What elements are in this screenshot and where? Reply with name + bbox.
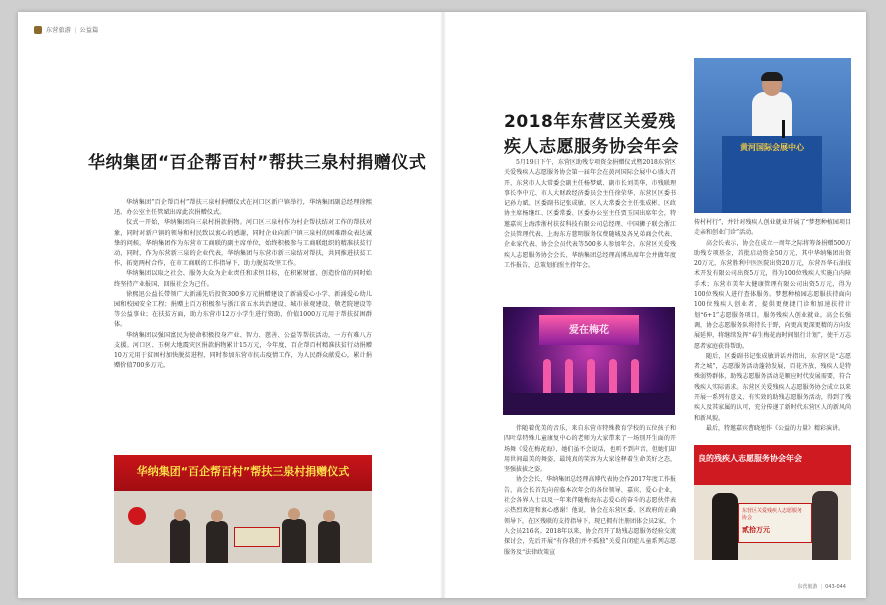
right-paragraph: 伴随着优美的音乐，来自东营市特殊教育学校的五位孩子和四叶草特殊儿童康复中心的老师为大家带来了一场别开生面的开场舞《爱在梅花海》，她们虽不会说话，也听不到声音，但她们却用世间最美的舞姿，最纯真的笑容为大家诠释着生命美好之态，坚强拔拔之姿。 <box>504 425 676 474</box>
microphone-icon <box>782 120 785 138</box>
party-emblem-icon <box>128 507 146 525</box>
award-banner-text: 良的残疾人志愿服务协会年会 <box>698 454 802 463</box>
dancer-figure <box>543 359 551 395</box>
speaker-body <box>752 92 792 138</box>
right-paragraph: 最后，特邀嘉宾曹晓旭作《公益的力量》精彩演讲。 <box>706 424 845 432</box>
left-article-body <box>114 198 372 371</box>
page-gutter <box>440 12 446 598</box>
page-numbers: 043-044 <box>825 584 846 590</box>
speaker-hair <box>761 72 783 81</box>
dancer-figure <box>565 359 573 395</box>
left-paragraph: 华纳集团以取之社会、服务大众为企业责任和求恒目标，在积累财富、创造价值的同时始终坚持产业报国、回报社会为己任。 <box>114 270 372 288</box>
dancer-figure <box>609 359 617 395</box>
dancer-figure <box>631 359 639 395</box>
attendee-figure <box>282 519 306 563</box>
donation-board-amount: 贰拾万元 <box>742 526 770 534</box>
attendee-figure <box>206 521 228 563</box>
award-presenter-figure <box>712 493 738 560</box>
footer-magazine: 东营旅游 <box>797 584 818 590</box>
header-magazine: 东营旅游 <box>46 27 72 34</box>
left-paragraph: 徐熙迅公益长带领广大新涌先后投资300多万元捐赠建设了新涌爱心小学、新涌爱心幼儿园和校园安全工程；捐赠上百万积极参与浙江省五水共治建设、城市景观建设、敬老院建设等等公益事业；在扶贫方面，助力东营市12万小学生进行资助，价值1000万元用于帮扶贫困群体。 <box>114 290 372 329</box>
right-column-b <box>694 218 851 434</box>
ceremony-banner-text: 华纳集团“百企帮百村”帮扶三泉村捐赠仪式 <box>136 465 350 478</box>
left-paragraph: 仪式一开始，华纳集团向三泉村捐款捐物。河口区三泉村作为村企帮扶结对工作的帮扶对象，同时对新户镇的领导和村民致以衷心的感谢，同时企业向新户镇三泉村的困难群众表达诚挚的问候。华纳集团作为东营市工商联的副主席单位，始终积极参与工商联组织的精准扶贫行动，同时，作为东营新三泉的企业代表，华纳集团与东营市新三泉结对帮扶，共同推进扶贫工作，拓宽两村合作，在市工商联的工作指导下，助力脱贫攻坚工作。 <box>114 219 372 268</box>
donation-board-org: 东营区关爱残疾人志愿服务协会 <box>742 508 803 521</box>
attendee-head <box>174 509 186 521</box>
running-header: 东营旅游 | 公益篇 <box>46 27 99 34</box>
running-footer: 东营旅游 | 043-044 <box>797 584 846 590</box>
stage-performance-photo <box>503 307 675 415</box>
right-article-title: 2018年东营区关爱残疾人志愿服务协会年会 <box>504 112 679 157</box>
header-section: 公益篇 <box>79 27 99 34</box>
attendee-head <box>323 510 335 522</box>
right-column-a-bottom <box>504 424 676 558</box>
right-paragraph: 高会长表示，协会在成立一周年之际将筹备捐赠500万助残专项基金，首批启动资金50万元，其中华纳集团出资20万元，东营胜利中医医院出资20万元，东营吾华石油技术开发有限公司出资5万元，得为100位残疾人实施白内障手术；东营市美年大健康管理有限公司出资5万元，得为100位残疾人进行查体服务。梦想种植园志愿服扶持面向100位残疾人创业者，提供更便捷门诊和加速扶持计划“6+1”志愿服务项目，服务残疾人创业就业。高会长强调，协会志愿服务队将持长于野，向更高更深更精的方向发展延伸，将继续发挥“春生梅花海时间银行计划”，使千万志愿者家庭获得帮助。 <box>694 239 851 350</box>
attendee-figure <box>170 519 190 563</box>
right-paragraph: 协会会长、华纳集团总经理高博代表协会作2017年度工作报告，高会长首先向莅临本次年会的各位领导、嘉宾、爱心企业，社会各界人士以及一年来伴随梅海东志爱心的奋斗的志愿伙伴表示热烈欢迎和衷心感谢！他说，协会在东营区委，区政府的正确领导下，在区残联的支持指导下，现已拥有注册团体会员2家，个人会员216名。2018年以来，协会召开了助残志愿服务经验交流探讨会，先后开展“有你我们并不孤独”关爱自闭症儿童系列志愿服务及“法律政策宣 <box>504 476 676 556</box>
right-paragraph: 5月19日下午，东营区助残专项资金捐赠仪式暨2018东营区关爱残疾人志愿服务协会第一届年会在黄河国际会展中心盛大召开，东营市人大常委会副主任杨梦斌、副市长刘美华、市残联理事长李中元、市人大财政经济委员会主任徐荣华、东营区区委书记孙力斌、区委副书记张成敏、区人大常委会主任张成彬、区政协主席杨继红、区委常委、区委办公室主任贾玉国出席年会，特邀嘉宾上海涉浙村扶贫科技有限公司总经理、中国狮子联会浙江会员管理代表、上海东方慈明服务仪费随城及各兄弟商会代表、企业家代表、协会会员代表等500多人参加年会。东营区关爱残疾人志愿服务协会会长、华纳集团总经理高博出席年会并做年度工作报告，总策划拍照主持年会。 <box>504 159 676 269</box>
attendee-head <box>211 510 223 522</box>
award-recipient-figure <box>812 491 838 560</box>
magazine-logo-icon <box>34 26 42 34</box>
right-column-a-top <box>504 158 676 271</box>
left-article-title: 华纳集团“百企帮百村”帮扶三泉村捐赠仪式 <box>88 153 427 173</box>
right-paragraph: 随后，区委副书记张成敏讲话并指出，东营区是“志愿者之城”，志愿服务活动蓬勃发展，百花齐放，残疾人是特殊弱势群体，助残志愿服务活动是顺应时代发展需要，符合残疾人实际需求。东营区关爱残疾人志愿服务协会成立以来开展一系列有意义、有实效的助残志愿服务活动，得到了残疾人及其家属的认可，充分传递了新时代东营区人的新风尚和新风貌。 <box>694 352 851 422</box>
attendee-head <box>288 508 300 520</box>
award-banner <box>694 445 851 485</box>
speaker-photo <box>694 58 851 213</box>
dancer-figure <box>587 359 595 395</box>
left-paragraph: 华纳集团以强国富民为使命积极投身产业、智力、慈善、公益等帮扶活动，一方有难八方支援。河口区、玉树大地震灾区捐款捐物累计15万元，今年度，百企帮百村精准扶贫行动捐赠10万元用于贫困村加快脱贫进程，同时参加东营市抗击疫情工作，为人民群众献爱心，累计捐赠价值700多万元。 <box>114 331 372 370</box>
right-paragraph: 传村村行”，并针对残疾人创业就业开展了“梦想种植园项目走亲和创业门诊”活动。 <box>694 219 851 237</box>
left-paragraph: 华纳集团“百企帮百村”帮扶三泉村捐赠仪式在河口区新户镇举行，华纳集团副总经理徐熙迅、办公室主任管斌出席此次捐赠仪式。 <box>114 199 372 217</box>
magazine-spread <box>18 12 866 598</box>
award-photo <box>694 445 851 560</box>
attendee-figure <box>318 521 340 563</box>
ceremony-photo <box>114 455 372 563</box>
podium-label: 黄河国际会展中心 <box>740 143 804 152</box>
donation-cheque <box>234 527 280 547</box>
stage-floor <box>503 393 675 415</box>
stage-screen-text: 爱在梅花 <box>569 325 609 336</box>
